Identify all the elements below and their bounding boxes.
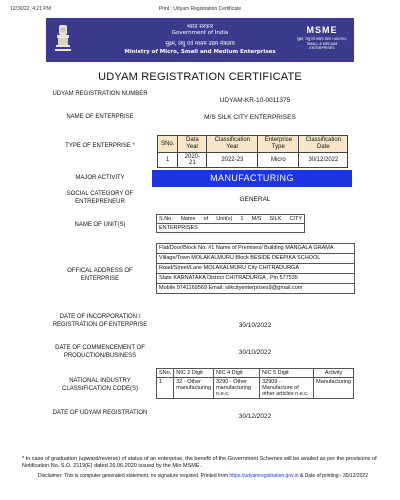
ministry-banner [46,18,354,62]
unit-header-word: M/S [251,216,262,222]
nic-codes-label: NATIONAL INDUSTRY CLASSIFICATION CODE(S) [62,378,138,392]
disclaimer-text: Disclaimer: This is computer generated statement, no signature required. Printed from [38,473,228,479]
unit-header-word: CITY [289,216,302,222]
udyam-date-value: 30/12/2022 [238,413,272,420]
enterprise-type-label: TYPE OF ENTERPRISE * [65,143,135,149]
nic-cell: 3290 - Other manufacturing n.e.c. [214,378,260,399]
unit-header-word: Name [180,216,196,222]
ministry-name: Ministry of Micro, Small and Medium Enterprises [124,49,276,55]
official-address-box [156,243,355,294]
enterprise-type-cell: 2022-23 [207,153,258,168]
enterprise-type-cell: 2020-21 [178,153,207,168]
unit-header-word: 1 [240,216,244,222]
enterprise-type-cell: 30/12/2022 [299,153,348,168]
enterprise-type-header: Enterprise Type [258,136,299,153]
disclaimer-print-date: & Date of printing:- 30/12/2022 [299,473,368,479]
nic-cell: Manufacturing [314,378,354,399]
enterprise-type-table [157,135,348,168]
unit-names-label: NAME OF UNIT(S) [74,222,126,228]
enterprise-type-header: SNo. [158,136,178,153]
nic-codes-table [156,368,354,399]
enterprise-type-header: Classification Date [299,136,348,153]
print-page-title: Print : Udyam Registration Certificate [158,6,242,12]
unit-header-word: of [203,216,209,222]
unit-names-header [157,215,304,224]
enterprise-name-label: NAME OF ENTERPRISE [66,114,134,120]
nic-cell: 1 [157,378,174,399]
udyam-portal-link[interactable]: https://udyamregistration.gov.in [229,473,299,479]
certificate-title: UDYAM REGISTRATION CERTIFICATE [98,71,302,83]
commencement-date-label: DATE OF COMMENCEMENT OF PRODUCTION/BUSINESS [55,345,145,359]
hindi-government: भारत सरकार [186,24,214,30]
nic-cell: 32 - Other manufacturing [174,378,214,399]
reg-number-value: UDYAM-KR-10-0011375 [219,97,291,104]
official-address-label: OFFICAL ADDRESS OF ENTERPRISE [67,268,133,282]
graduation-footnote: * In case of graduation (upward/reverse) of status of an enterprise, the benefit of the Government Schemes will be availed as per the provisions of Notification No. S.O. 2119(E) dated 26.06.2020 issued by the M/o MSME. [22,456,377,469]
reg-number-label: UDYAM REGISTRATION NUMBER [52,91,148,97]
nic-header: NIC 5 Digit [260,369,314,378]
address-line: Mobile 9741169569 Email: silkcityenterprises9@gmail.com [159,285,303,291]
unit-header-word: S.No. [159,216,173,222]
social-category-value: GENERAL [239,196,271,203]
address-line: Road/Street/Lane MOLAKALMURU City CHITRADURGA [157,264,354,274]
commencement-date-value: 30/10/2022 [238,349,272,356]
social-category-label: SOCIAL CATEGORY OF ENTREPRENEUR [66,191,134,205]
nic-header: Activity [314,369,354,378]
government-of-india: Government of India [171,30,229,36]
major-activity-label: MAJOR ACTIVITY [75,175,125,181]
unit-header-word: Unit(s) [216,216,233,222]
table-row [157,378,354,399]
enterprise-type-cell: Micro [258,153,299,168]
incorporation-date-label: DATE OF INCORPORATION / REGISTRATION OF ENTERPRISE [52,314,148,328]
nic-header: NIC 4 Digit [214,369,260,378]
unit-header-word: SILK [269,216,282,222]
enterprise-type-header: Data Year [178,136,207,153]
hindi-ministry: सूक्ष्म, लघु एवं मध्यम उद्यम मंत्रालय [165,41,235,47]
msme-logo [296,25,348,50]
major-activity-value: MANUFACTURING [152,170,352,187]
nic-cell: 32909 - Manufacture of other articles n.e.c. [260,378,314,399]
msme-logo-text: MSME [306,25,338,35]
unit-names-box [156,214,305,233]
nic-header: SNo. [157,369,174,378]
table-row [158,153,348,168]
address-line: State KARNATAKA District CHITRADURGA , Pin 577535 [157,274,354,284]
enterprise-type-header: Classification Year [207,136,258,153]
msme-logo-subtitle: सूक्ष्म, लघु एवं मध्यम उद्यम / MICRO, SMALL & MEDIUM ENTERPRISES [297,37,347,50]
incorporation-date-value: 30/10/2022 [238,322,272,329]
address-line: Village/Town MOLAKALMURU Block BESIDE DEEPIKA SCHOOL [157,254,354,264]
udyam-date-label: DATE OF UDYAM REGISTRATION [52,410,148,416]
address-line: Flat/Door/Block No. #1 Name of Premises/ Building MANGALA GRAMA [157,244,354,254]
unit-name-row: ENTERPRISES [159,225,198,231]
nic-header: NIC 2 Digit [174,369,214,378]
enterprise-name-value: M/S SILK CITY ENTERPRISES [204,114,296,121]
disclaimer [22,473,384,480]
enterprise-type-cell: 1 [158,153,178,168]
print-datetime: 12/30/22, 4:21 PM [10,6,51,12]
